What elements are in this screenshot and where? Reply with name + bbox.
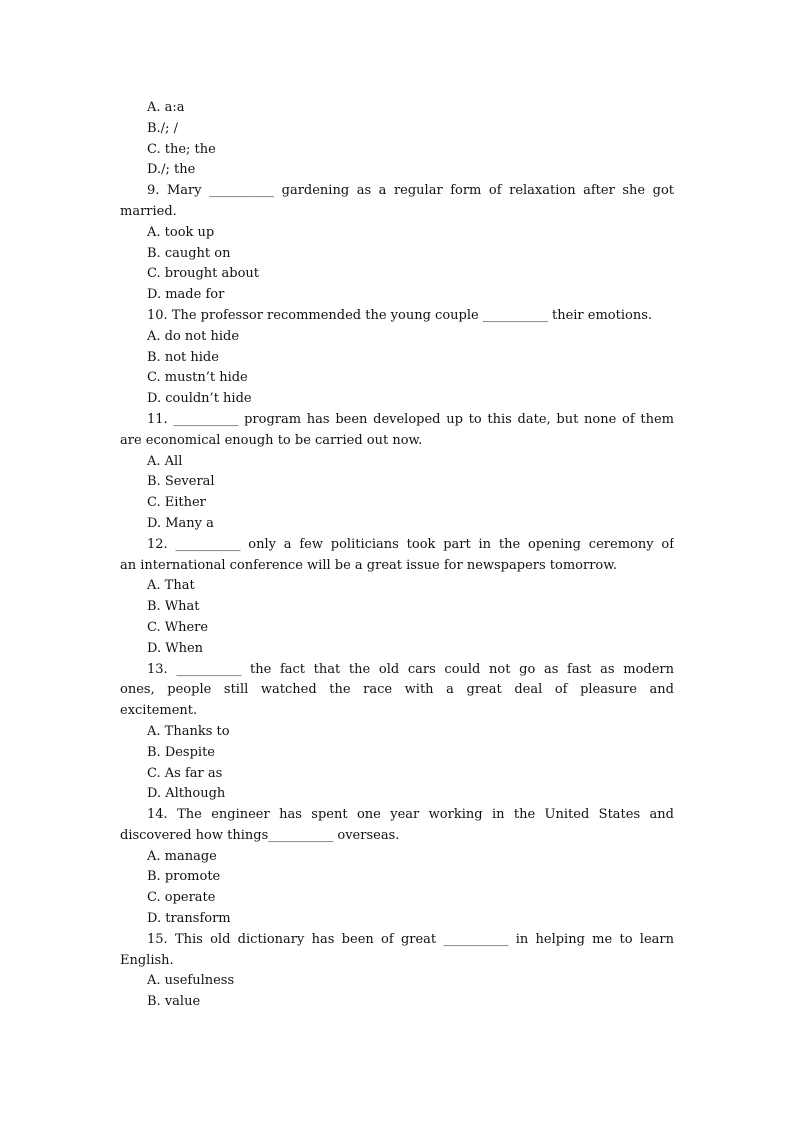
question-9-text: 9. Mary __________ gardening as a regular form of relaxation after she got [147, 183, 674, 199]
question-list [120, 98, 674, 1013]
option: A. took up [147, 224, 215, 240]
option: C. the; the [147, 141, 216, 157]
option: A. do not hide [147, 328, 240, 344]
option: D. made for [147, 287, 225, 303]
option: B./; / [147, 120, 178, 136]
question-13-text-cont: ones, people still watched the race with a great deal of pleasure and [120, 682, 674, 698]
option: A. Thanks to [147, 723, 230, 739]
question-13-text-cont: excitement. [120, 703, 198, 719]
option: D. When [147, 640, 204, 656]
question-12-text: 12. __________ only a few politicians took part in the opening ceremony of [147, 536, 674, 552]
option: D. transform [147, 911, 231, 927]
question-13-text: 13. __________ the fact that the old cars could not go as fast as modern [147, 661, 674, 677]
option: B. What [147, 599, 200, 615]
option: B. value [147, 994, 201, 1010]
option: B. Several [147, 474, 215, 490]
question-14-text-cont: discovered how things__________ overseas. [120, 827, 400, 843]
question-11-text-cont: are economical enough to be carried out now. [120, 432, 423, 448]
option: A. manage [147, 848, 217, 864]
question-11-text: 11. __________ program has been developed up to this date, but none of them [147, 411, 674, 427]
option: B. not hide [147, 349, 219, 365]
option: B. caught on [147, 245, 231, 261]
question-15-text: 15. This old dictionary has been of great __________ in helping me to learn [147, 931, 674, 947]
option: A. usefulness [147, 973, 235, 989]
option: C. mustn’t hide [147, 370, 248, 386]
option: B. promote [147, 869, 221, 885]
question-15-text-cont: English. [120, 952, 174, 968]
option: D./; the [147, 162, 196, 178]
option: D. couldn’t hide [147, 391, 252, 407]
option: D. Although [147, 786, 226, 802]
option: A. a:a [147, 100, 185, 115]
option: C. Either [147, 495, 206, 511]
option: A. That [147, 578, 195, 594]
option: D. Many a [147, 515, 214, 531]
option: C. As far as [147, 765, 223, 781]
option: C. Where [147, 619, 209, 635]
question-10-text: 10. The professor recommended the young couple __________ their emotions. [147, 307, 653, 323]
option: C. operate [147, 890, 216, 906]
question-12-text-cont: an international conference will be a great issue for newspapers tomorrow. [120, 557, 617, 573]
question-14-text: 14. The engineer has spent one year working in the United States and [147, 807, 674, 823]
question-9-text-cont: married. [120, 203, 177, 219]
option: B. Despite [147, 744, 216, 760]
option: A. All [147, 453, 183, 469]
option: C. brought about [147, 266, 260, 282]
